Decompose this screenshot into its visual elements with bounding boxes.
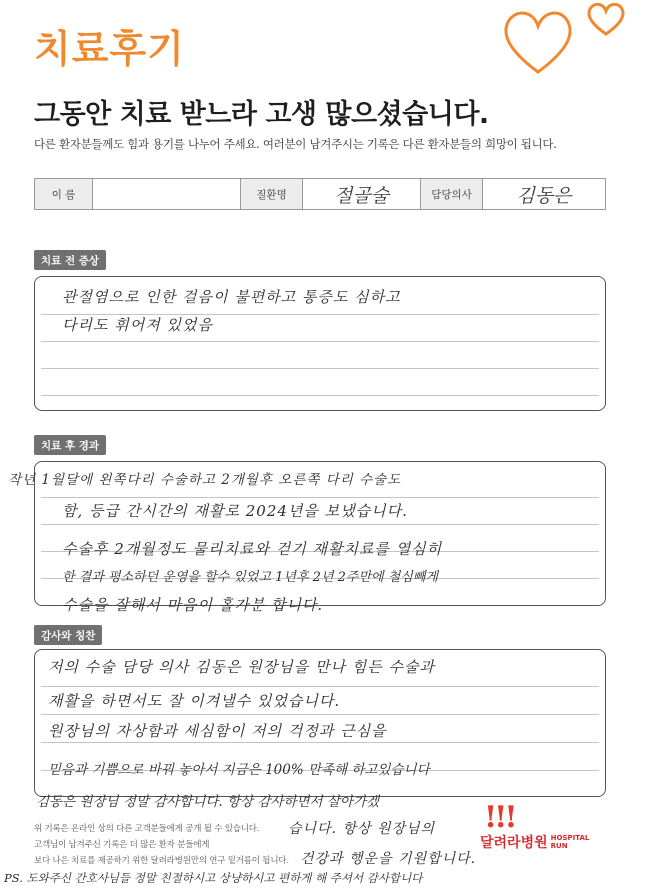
section-label-thanks: 감사와 칭찬: [34, 625, 102, 645]
patient-info-table: [34, 178, 606, 210]
exclamation-mark: !!!: [484, 800, 515, 835]
disease-label: 질환명: [241, 179, 303, 209]
name-value: [93, 179, 241, 209]
logo-sub: [551, 834, 590, 850]
thanks-line-3: 원장님의 자상함과 세심함이 저의 걱정과 근심을: [48, 722, 387, 740]
thanks-line-5: 김동은 원장님 정말 감사합니다. 항상 감사하면서 살아가겠: [36, 794, 380, 810]
thanks-line-1: 저의 수술 담당 의사 김동은 원장님을 만나 힘든 수술과: [48, 658, 435, 676]
page-title: 치료후기: [34, 27, 185, 71]
after-line-1: 작년 1월달에 왼쪽다리 수술하고 2개월후 오른쪽 다리 수술도: [8, 472, 402, 488]
thanks-line-2: 재활을 하면서도 잘 이겨낼수 있었습니다.: [48, 692, 341, 710]
page-headline: 그동안 치료 받느라 고생 많으셨습니다.: [34, 99, 489, 130]
disease-value: 절골술: [303, 179, 421, 209]
logo-sub-run: RUN: [550, 842, 568, 850]
thanks-line-7: 건강과 행운을 기원합니다.: [300, 851, 477, 867]
hospital-logo: [480, 832, 589, 852]
section-label-after: 치료 후 경과: [34, 435, 106, 455]
before-line-1: 관절염으로 인한 걸음이 불편하고 통증도 심하고: [62, 288, 401, 306]
section-label-before: 치료 전 증상: [34, 250, 106, 270]
thanks-line-ps: PS. 도와주신 간호사님들 정말 친절하시고 상냥하시고 편하게 해 주셔서 감사합니다: [4, 871, 423, 885]
doctor-label: 담당의사: [421, 179, 483, 209]
thanks-line-6: 습니다. 항상 원장님의: [288, 821, 436, 837]
name-label: 이 름: [35, 179, 93, 209]
before-line-2: 다리도 휘어져 있었음: [62, 316, 213, 334]
footer-note-1: 위 기록은 온라인 상의 다른 고객분들에게 공개 될 수 있습니다.: [34, 824, 260, 834]
heart-icon: [498, 0, 648, 80]
logo-sub-hospital: HOSPITAL: [550, 834, 590, 842]
page-subline: 다른 환자분들께도 힘과 용기를 나누어 주세요. 여러분이 남겨주시는 기록은 다른 환자분들의 희망이 됩니다.: [34, 137, 557, 151]
logo-text: 달려라병원: [480, 835, 548, 851]
after-line-3: 수술후 2개월정도 물리치료와 걷기 재활치료를 열심히: [62, 540, 443, 558]
after-line-2: 함, 등급 간시간의 재활로 2024년을 보냈습니다.: [62, 502, 408, 520]
footer-note-3: 보다 나은 치료를 제공하기 위한 달려라병원만의 연구 밑거름이 됩니다.: [34, 856, 289, 866]
after-line-4: 한 결과 평소하던 운영을 할수 있었고 1년후 2년 2주만에 철심빼게: [62, 570, 438, 585]
footer-note-2: 고객님이 남겨주신 기록은 더 많은 환자 분들에게: [34, 840, 210, 850]
after-line-5: 수술을 잘해서 마음이 홀가분 합니다.: [62, 596, 324, 614]
doctor-value: 김동은: [516, 184, 572, 207]
thanks-line-4: 믿음과 기쁨으로 바꿔 놓아서 지금은 100% 만족해 하고있습니다: [48, 762, 430, 778]
